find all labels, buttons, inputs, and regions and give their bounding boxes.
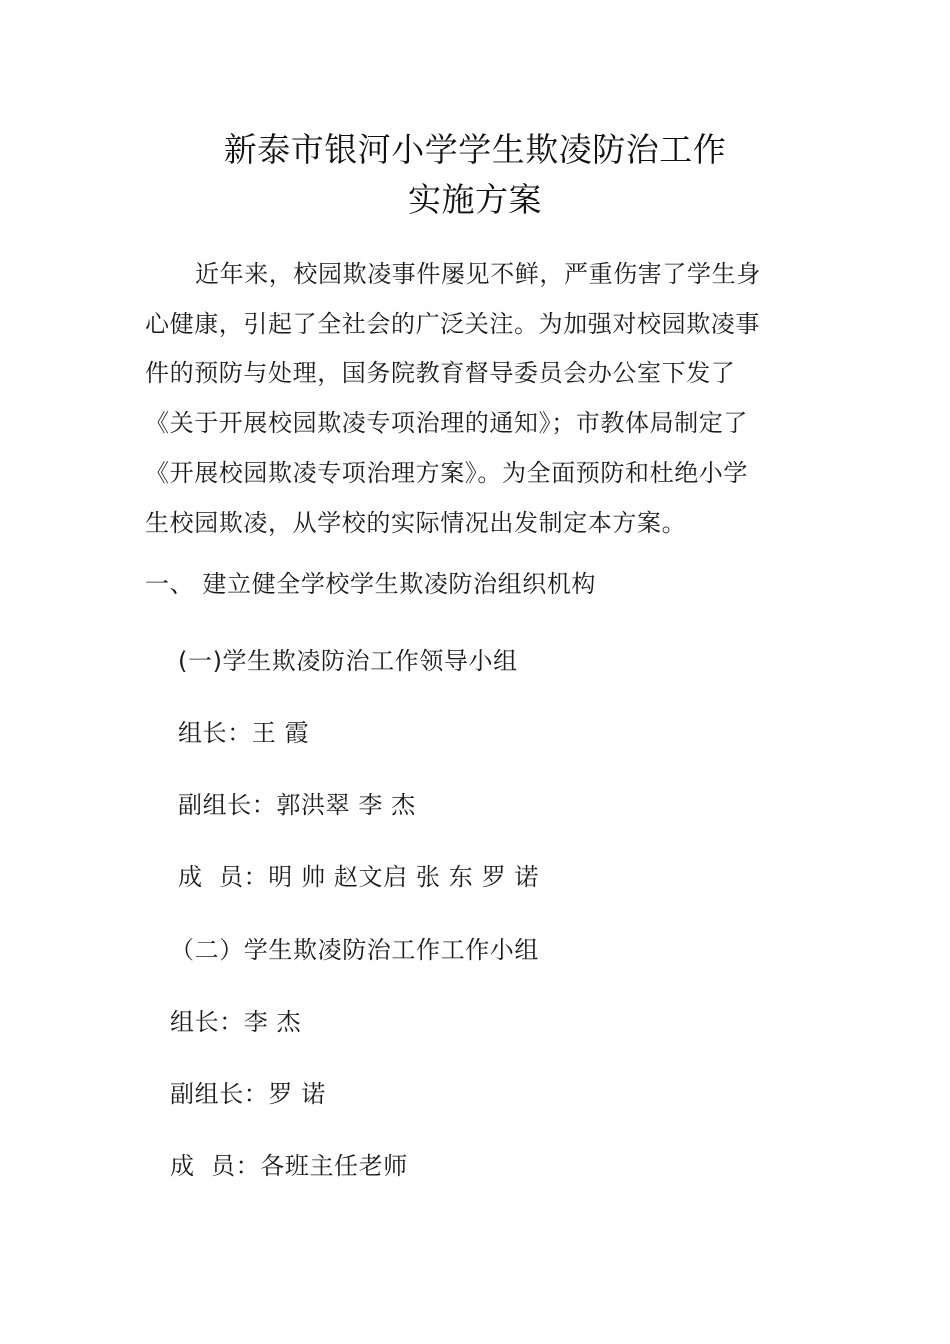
document-title-line1: 新泰市银河小学学生欺凌防治工作 (223, 130, 727, 169)
group1-deputy: 副组长：郭洪翠 李 杰 (178, 791, 416, 819)
group1-heading: (一)学生欺凌防治工作领导小组 (178, 647, 518, 675)
group2-members: 成 员：各班主任老师 (170, 1152, 408, 1180)
document-title-line2: 实施方案 (408, 180, 542, 219)
section1-heading: 一、 建立健全学校学生欺凌防治组织机构 (145, 570, 597, 598)
intro-line-1: 近年来，校园欺凌事件屡见不鲜，严重伤害了学生身 (195, 260, 761, 288)
group2-leader: 组长：李 杰 (170, 1008, 302, 1036)
intro-line-4: 《关于开展校园欺凌专项治理的通知》；市教体局制定了 (145, 409, 748, 437)
intro-line-5: 《开展校园欺凌专项治理方案》。为全面预防和杜绝小学 (145, 459, 748, 487)
intro-line-3: 件的预防与处理，国务院教育督导委员会办公室下发了 (145, 359, 736, 387)
group1-members: 成 员：明 帅 赵文启 张 东 罗 诺 (178, 863, 540, 891)
group2-heading: （二）学生欺凌防治工作工作小组 (170, 936, 539, 964)
group1-leader: 组长：王 霞 (178, 719, 310, 747)
group2-deputy: 副组长：罗 诺 (170, 1080, 326, 1108)
intro-line-2: 心健康，引起了全社会的广泛关注。为加强对校园欺凌事 (145, 310, 760, 338)
intro-line-6: 生校园欺凌，从学校的实际情况出发制定本方案。 (145, 509, 687, 537)
